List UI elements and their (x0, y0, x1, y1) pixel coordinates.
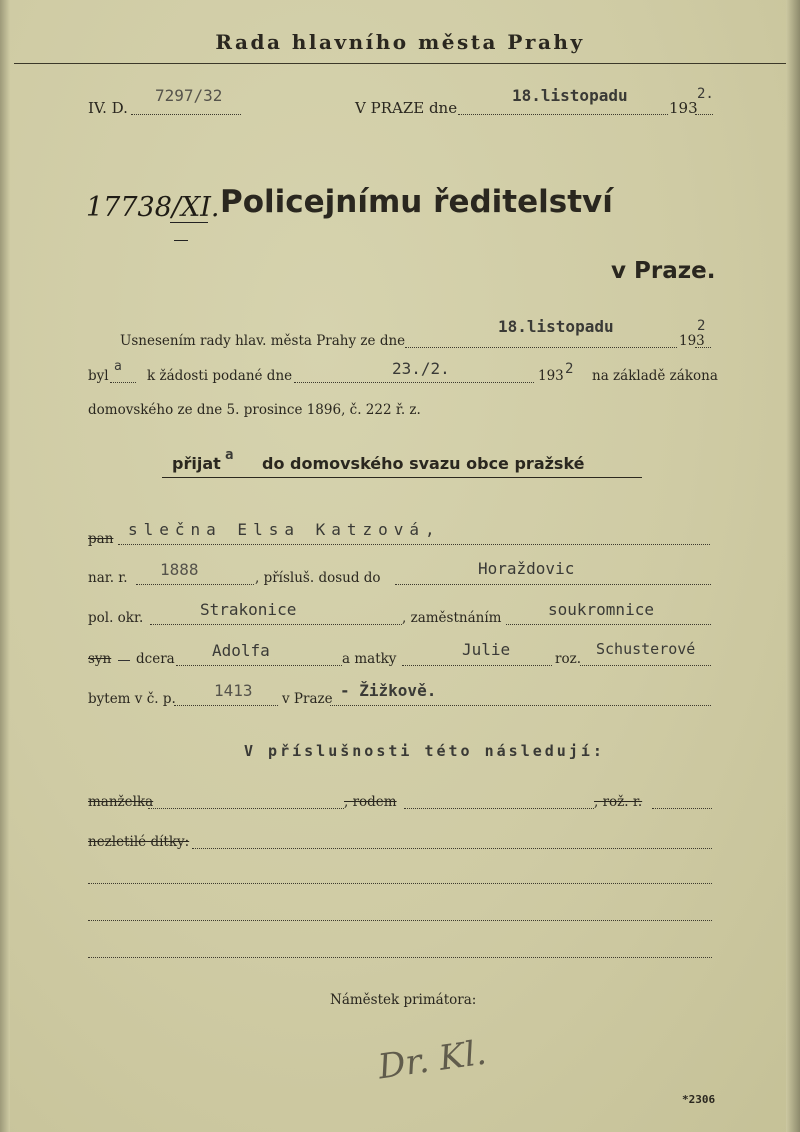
birth-year: 1888 (160, 560, 199, 579)
district-value: Strakonice (200, 600, 297, 619)
occupation-value: soukromnice (548, 600, 654, 619)
dept-label: IV. D. (88, 99, 128, 117)
nee-value: Schusterové (596, 640, 696, 658)
ref-year-prefix: 193 (669, 99, 698, 117)
father-line (176, 665, 342, 666)
ref-year-line (695, 114, 713, 115)
mother-label: a matky (342, 651, 397, 667)
resolution-line1-text: Usnesením rady hlav. města Prahy ze dne (120, 333, 406, 349)
resolution-date-line (405, 347, 677, 348)
resolution-byl: byl (88, 368, 109, 384)
addressee-title: Policejnímu ředitelství (220, 184, 613, 220)
place-label: V PRAZE dne (355, 99, 458, 117)
resolution-line2-tail: na základě zákona (592, 368, 718, 384)
spouse-nee-line (404, 808, 594, 809)
spouse-line (148, 808, 344, 809)
admission-suffix: a (225, 447, 234, 463)
resolution-line3: domovského ze dne 5. prosince 1896, č. 222 ř. z. (88, 402, 421, 418)
belongs-line (395, 584, 711, 585)
handwritten-dash (174, 240, 188, 241)
children-line-2 (88, 883, 712, 884)
resolution-date: 18.listopadu (498, 317, 614, 336)
spouse-born-line (652, 808, 712, 809)
belongs-label: , přísluš. dosud do (255, 570, 381, 586)
mother-line (402, 665, 552, 666)
birth-label: nar. r. (88, 570, 128, 586)
district-line (150, 624, 402, 625)
son-dash (118, 660, 130, 661)
resolution-year-line (695, 347, 711, 348)
children-line-3 (88, 920, 712, 921)
daughter-label: dcera (136, 651, 175, 667)
son-label: syn (88, 651, 112, 667)
addressee-city: v Praze. (611, 258, 716, 284)
paper-edge-right (786, 0, 800, 1132)
admission-word: přijat (172, 454, 221, 473)
form-number: *2306 (682, 1093, 716, 1106)
paper-edge-left (0, 0, 10, 1132)
resolution-request-text: k žádosti podané dne (147, 368, 293, 384)
name-line (118, 544, 710, 545)
residence-city-label: v Praze (282, 691, 333, 707)
resolution-year-suffix: 2 (697, 318, 706, 334)
children-label: nezletilé dítky: (88, 834, 190, 850)
residence-district: - Žižkově. (340, 681, 437, 700)
request-year-suffix: 2 (565, 361, 574, 377)
occupation-line (506, 624, 711, 625)
byl-suffix-line (110, 382, 136, 383)
spouse-nee-label: , rodem (344, 794, 397, 810)
handwritten-underline (170, 222, 208, 223)
request-date-line (294, 382, 534, 383)
admission-underline (162, 477, 642, 478)
resolution-year: 193 (679, 333, 705, 349)
spouse-label: manželka (88, 794, 154, 810)
pan-label: pan (88, 531, 114, 547)
spouse-born-label: , rož. r. (594, 794, 643, 810)
nee-line (580, 665, 711, 666)
signature-label: Náměstek primátora: (330, 992, 477, 1008)
mother-value: Julie (462, 640, 511, 659)
date-line (458, 114, 668, 115)
ref-number-line (131, 114, 241, 115)
residence-district-line (330, 705, 711, 706)
residence-label: bytem v č. p. (88, 691, 176, 707)
header-rule (14, 63, 786, 64)
ref-number: 7297/32 (155, 86, 223, 105)
birth-line (136, 584, 254, 585)
children-line-1 (192, 848, 712, 849)
ref-year-suffix: 2. (697, 86, 714, 102)
person-name: slečna Elsa Katzová, (128, 520, 441, 539)
request-date: 23./2. (392, 359, 450, 378)
district-label: pol. okr. (88, 610, 144, 626)
residence-number-line (174, 705, 278, 706)
council-header: Rada hlavního města Prahy (215, 30, 585, 54)
ref-date: 18.listopadu (512, 86, 628, 105)
residence-number: 1413 (214, 681, 253, 700)
father-value: Adolfa (212, 641, 270, 660)
signature-scribble: Dr. Kl. (375, 1032, 489, 1088)
belongs-value: Horaždovic (478, 559, 575, 578)
children-line-4 (88, 957, 712, 958)
nee-label: roz. (555, 651, 581, 667)
resolution-byl-suffix: a (114, 359, 122, 374)
family-heading: V příslušnosti této následují: (244, 742, 605, 760)
admission-rest: do domovského svazu obce pražské (262, 454, 585, 473)
handwritten-reference: 17738/XI. (86, 192, 220, 223)
request-year: 193 (538, 368, 564, 384)
occupation-label: , zaměstnáním (402, 610, 502, 626)
